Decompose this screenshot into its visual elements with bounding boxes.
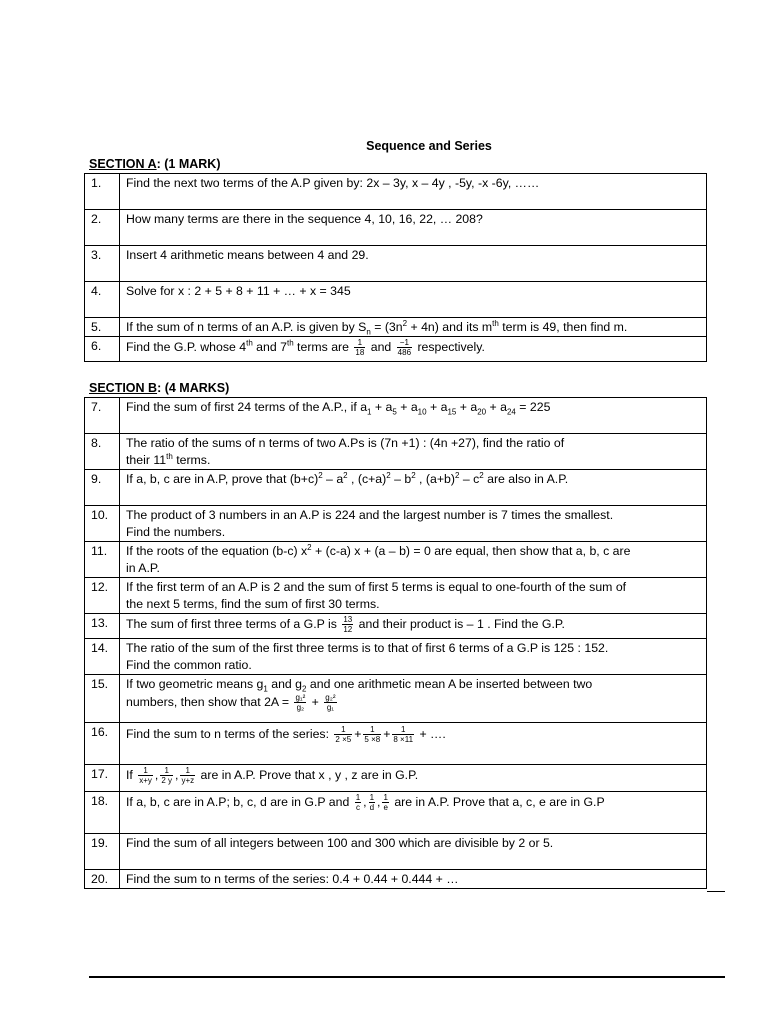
question-number: 1.: [85, 174, 120, 210]
question-row: [85, 337, 707, 362]
question-text: Find the sum to n terms of the series: $\frac{1}{2 \times 5}$ + $\frac{1}{5 \times 8}$ + $\frac{1}{8 \times 11}$ + ….: [120, 723, 707, 765]
question-text: The sum of first three terms of a G.P is $\frac{13}{12}$ and their product is – 1 . Find the G.P.: [120, 614, 707, 639]
question-text: Find the next two terms of the A.P given by: 2x – 3y, x – 4y , -5y, -x -6y, ……: [120, 174, 707, 210]
question-row: [85, 542, 707, 578]
question-text: Find the sum of first 24 terms of the A.P., if $a_1 + a_5 + a_{10} + a_{15} + a_{20} + a_{24} = 225$: [120, 398, 707, 434]
section-b-marks: : (4 MARKS): [157, 381, 230, 395]
question-row: [85, 434, 707, 470]
question-text: Insert 4 arithmetic means between 4 and 29.: [120, 246, 707, 282]
question-row: [85, 578, 707, 614]
question-text: The ratio of the sums of n terms of two A.Ps is (7n +1) : (4n +27), find the ratio of their 11th terms.: [120, 434, 707, 470]
fraction: $\frac{1}{d}$: [369, 793, 375, 812]
question-row: [85, 834, 707, 870]
question-text: If the roots of the equation (b-c) $x^2 + (c-a) x + (a - b) = 0$ are equal, then show that a, b, c are in A.P.: [120, 542, 707, 578]
table-end-rule: [707, 891, 725, 892]
footer-rule: [89, 976, 725, 978]
section-b-table: [84, 397, 707, 889]
question-row: [85, 398, 707, 434]
question-row: [85, 675, 707, 723]
question-text: The ratio of the sum of the first three terms is to that of first 6 terms of a G.P is 125 : 152. Find the common ratio.: [120, 639, 707, 675]
fraction: $\frac{\text{g₂²}}{\text{g₁}}$: [325, 693, 336, 712]
question-row: [85, 246, 707, 282]
question-number: 9.: [85, 470, 120, 506]
question-number: 16.: [85, 723, 120, 765]
section-a-heading: [89, 157, 221, 171]
question-number: 3.: [85, 246, 120, 282]
question-number: 17.: [85, 765, 120, 792]
section-b-name: SECTION B: [89, 381, 158, 395]
question-row: [85, 765, 707, 792]
question-row: [85, 792, 707, 834]
question-text: Find the sum to n terms of the series: 0.4 + 0.44 + 0.444 + …: [120, 870, 707, 889]
question-row: [85, 723, 707, 765]
question-row: [85, 470, 707, 506]
question-text: Find the G.P. whose 4th and 7th terms are $\frac{1}{18}$ and $\frac{-1}{486}$ respectively.: [120, 337, 707, 362]
question-number: 4.: [85, 282, 120, 318]
question-number: 14.: [85, 639, 120, 675]
question-number: 13.: [85, 614, 120, 639]
question-text: If the sum of n terms of an A.P. is given by $S_n = (3n^2 + 4n)$ and its $m^{th}$ term is 49, then find m.: [120, 318, 707, 337]
fraction: $\frac{1}{2 y}$: [161, 766, 173, 785]
question-number: 8.: [85, 434, 120, 470]
fraction: $\frac{13}{12}$: [343, 615, 353, 634]
fraction: $\frac{1}{e}$: [383, 793, 388, 812]
fraction: $\frac{1}{c}$: [355, 793, 361, 812]
page-title: Sequence and Series: [366, 139, 492, 153]
question-text: How many terms are there in the sequence 4, 10, 16, 22, … 208?: [120, 210, 707, 246]
fraction: $\frac{1}{18}$: [355, 338, 365, 357]
section-a-name: SECTION A: [89, 157, 157, 171]
question-number: 12.: [85, 578, 120, 614]
question-row: [85, 174, 707, 210]
question-text: If the first term of an A.P is 2 and the sum of first 5 terms is equal to one-fourth of the sum of the next 5 terms, find the sum of first 30 terms.: [120, 578, 707, 614]
question-number: 2.: [85, 210, 120, 246]
question-text: If a, b, c are in A.P; b, c, d are in G.P and $\frac{1}{c}$ , $\frac{1}{d}$ , $\frac{1}{e}$ are in A.P. Prove that a, c, e are in G.P: [120, 792, 707, 834]
question-text: Solve for x : 2 + 5 + 8 + 11 + … + x = 345: [120, 282, 707, 318]
question-number: 10.: [85, 506, 120, 542]
question-number: 18.: [85, 792, 120, 834]
question-row: [85, 639, 707, 675]
section-b-heading: [89, 381, 229, 395]
section-a-marks: : (1 MARK): [156, 157, 221, 171]
question-text: If two geometric means $g_1$ and $g_2$ and one arithmetic mean A be inserted between two numbers, then show that 2A = $\frac{\text{g₁²}}{\text{g₂}}$ + $\frac{\text{g₂²}}{\text{g₁}}$: [120, 675, 707, 723]
question-text: The product of 3 numbers in an A.P is 224 and the largest number is 7 times the smallest. Find the numbers.: [120, 506, 707, 542]
question-row: [85, 870, 707, 889]
question-text: Find the sum of all integers between 100 and 300 which are divisible by 2 or 5.: [120, 834, 707, 870]
question-text: If $\frac{1}{x+y}$ , $\frac{1}{2 y}$ , $\frac{1}{y+z}$ are in A.P. Prove that x , y , z are in G.P.: [120, 765, 707, 792]
fraction: $\frac{1}{2 \times 5}$: [335, 725, 352, 744]
fraction: $\frac{1}{x+y}$: [139, 766, 152, 785]
question-row: [85, 506, 707, 542]
fraction: $\frac{1}{5 \times 8}$: [364, 725, 381, 744]
question-row: [85, 282, 707, 318]
question-number: 19.: [85, 834, 120, 870]
fraction: $\frac{\text{g₁²}}{\text{g₂}}$: [295, 693, 306, 712]
question-row: [85, 318, 707, 337]
fraction: $\frac{1}{8 \times 11}$: [393, 725, 414, 744]
fraction: $\frac{1}{y+z}$: [181, 766, 195, 785]
question-number: 15.: [85, 675, 120, 723]
question-number: 5.: [85, 318, 120, 337]
fraction: $\frac{-1}{486}$: [397, 338, 412, 357]
question-number: 7.: [85, 398, 120, 434]
question-number: 20.: [85, 870, 120, 889]
question-number: 6.: [85, 337, 120, 362]
question-row: [85, 210, 707, 246]
question-row: [85, 614, 707, 639]
section-a-table: [84, 173, 707, 362]
question-text: If a, b, c are in A.P, prove that $(b+c)^2 - a^2$ , $(c+a)^2 - b^2$ , $(a+b)^2 - c^2$ are also in A.P.: [120, 470, 707, 506]
question-number: 11.: [85, 542, 120, 578]
